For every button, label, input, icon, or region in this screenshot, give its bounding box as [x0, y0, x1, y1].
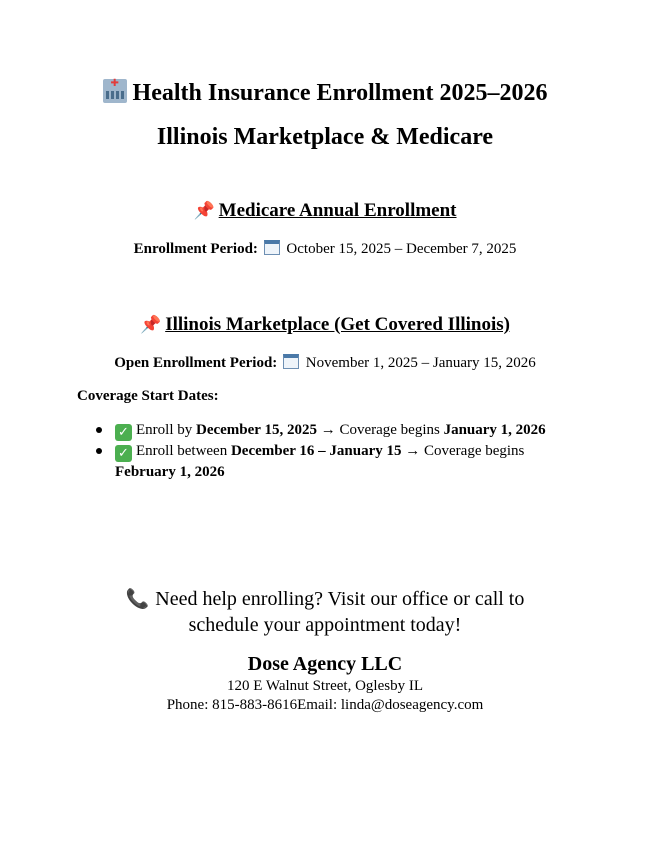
- pushpin-icon: 📌: [193, 201, 215, 221]
- bullet-dot: [96, 448, 102, 454]
- title-line-1: [0, 78, 650, 108]
- bullet-text: Enroll by: [136, 422, 193, 438]
- help-message: [0, 586, 650, 638]
- agency-name: Dose Agency LLC: [247, 653, 403, 675]
- coverage-list: [77, 420, 577, 482]
- email-label: Email:: [297, 697, 338, 713]
- check-mark-icon: ✓: [115, 424, 132, 441]
- telephone-icon: 📞: [125, 588, 150, 610]
- phone-label: Phone:: [166, 697, 209, 713]
- medicare-period: [0, 239, 650, 259]
- title-line-2: [0, 122, 650, 152]
- calendar-icon: [264, 240, 280, 255]
- agency-contact: [0, 696, 650, 715]
- list-item: [77, 441, 577, 482]
- coverage-start-label: Coverage Start Dates:: [77, 388, 219, 404]
- help-line-2: schedule your appointment today!: [188, 614, 462, 636]
- marketplace-heading-text: Illinois Marketplace (Get Covered Illinois): [165, 314, 510, 335]
- help-line-1: Need help enrolling? Visit our office or call to: [155, 588, 525, 610]
- bullet-date: January 1, 2026: [443, 422, 546, 438]
- subtitle-text: Illinois Marketplace & Medicare: [156, 124, 494, 150]
- marketplace-period-label: Open Enrollment Period:: [114, 355, 278, 371]
- marketplace-period: [0, 353, 650, 373]
- bullet-date: December 16 – January 15: [230, 443, 402, 459]
- bullet-date: February 1, 2026: [115, 464, 225, 480]
- list-item: [77, 420, 577, 441]
- marketplace-section-heading: [0, 313, 650, 337]
- title-text: Health Insurance Enrollment 2025–2026: [132, 80, 548, 106]
- bullet-date: December 15, 2025: [196, 422, 317, 438]
- medicare-section-heading: [0, 199, 650, 223]
- email-address: linda@doseagency.com: [340, 697, 484, 713]
- medicare-heading-text: Medicare Annual Enrollment: [218, 200, 457, 221]
- hospital-icon: ✚: [103, 79, 127, 103]
- phone-number: 815-883-8616: [212, 697, 298, 713]
- bullet-dot: [96, 427, 102, 433]
- bullet-text: → Coverage begins: [405, 443, 525, 459]
- marketplace-period-value: November 1, 2025 – January 15, 2026: [305, 355, 536, 371]
- bullet-text: Enroll between: [136, 443, 228, 459]
- check-mark-icon: ✓: [115, 445, 132, 462]
- calendar-icon: [283, 354, 299, 369]
- bullet-text: → Coverage begins: [320, 422, 440, 438]
- pushpin-icon: 📌: [140, 315, 162, 335]
- medicare-period-label: Enrollment Period:: [133, 241, 258, 257]
- medicare-period-value: October 15, 2025 – December 7, 2025: [286, 241, 517, 257]
- agency-address: 120 E Walnut Street, Oglesby IL: [227, 678, 423, 694]
